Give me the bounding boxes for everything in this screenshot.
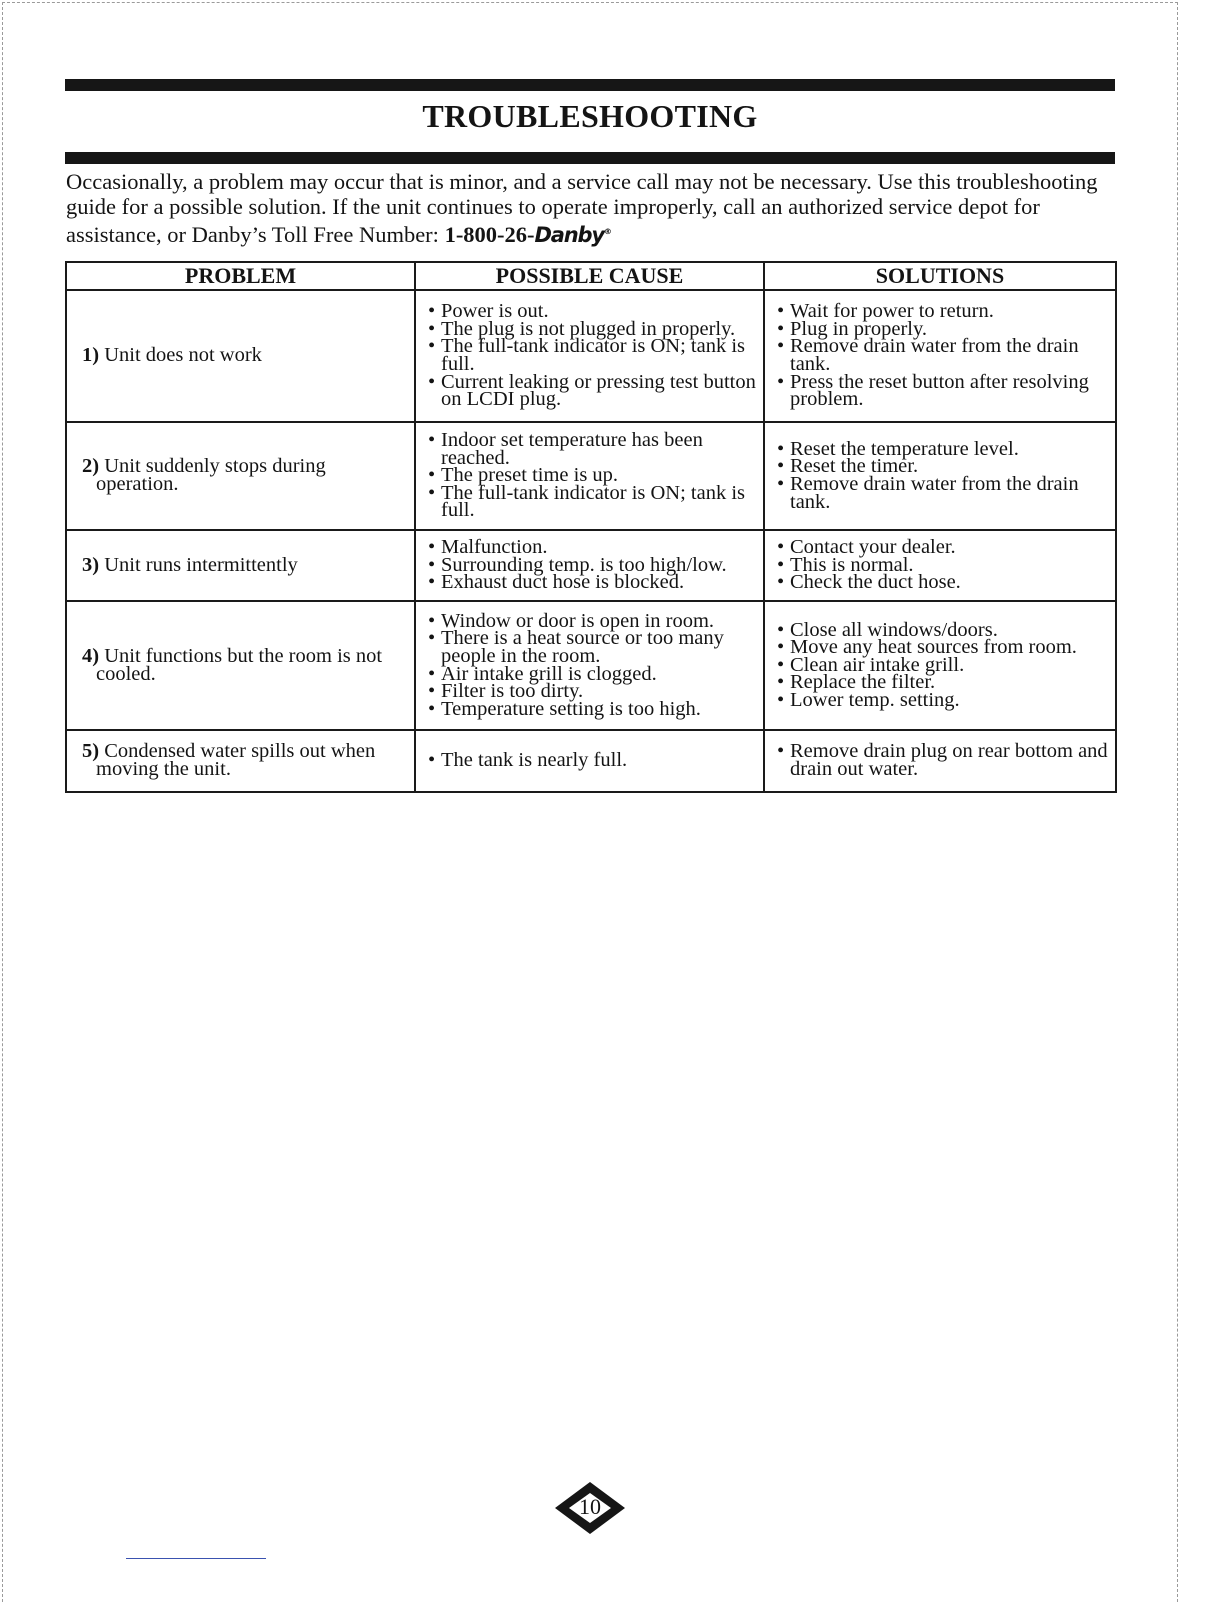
- cause-item: • Air intake grill is clogged.: [423, 666, 757, 684]
- solution-item: • Wait for power to return.: [772, 303, 1109, 321]
- solution-item: • Move any heat sources from room.: [772, 639, 1109, 657]
- problem-cell: [66, 601, 415, 730]
- problem-label: Unit suddenly stops during operation.: [96, 455, 326, 495]
- problem-text: [74, 644, 408, 685]
- intro-paragraph: [66, 169, 1116, 248]
- solution-item: • Remove drain water from the drain tank.: [772, 476, 1109, 511]
- problem-label: Unit does not work: [104, 344, 262, 367]
- header-solutions: SOLUTIONS: [764, 262, 1116, 290]
- problem-text: [74, 455, 408, 495]
- cause-cell: [415, 530, 764, 601]
- problem-cell: [66, 422, 415, 530]
- solution-item: • This is normal.: [772, 557, 1109, 575]
- cause-item: • Indoor set temperature has been reached.: [423, 432, 757, 467]
- header-possible-cause: POSSIBLE CAUSE: [415, 262, 764, 290]
- solution-cell: [764, 422, 1116, 530]
- cause-list: [423, 536, 757, 594]
- solution-cell: [764, 730, 1116, 792]
- solution-list: [772, 300, 1109, 411]
- solution-item: • Remove drain water from the drain tank.: [772, 338, 1109, 373]
- solution-item: • Clean air intake grill.: [772, 657, 1109, 675]
- problem-label: Unit functions but the room is not cooled.: [96, 644, 383, 685]
- problem-text: [74, 344, 408, 367]
- table-header-row: [66, 262, 1116, 290]
- solution-cell: [764, 530, 1116, 601]
- solution-list: [772, 618, 1109, 711]
- footer-line: [126, 1558, 266, 1559]
- solution-item: • Contact your dealer.: [772, 539, 1109, 557]
- problem-number: 1): [82, 344, 100, 367]
- cause-cell: [415, 730, 764, 792]
- page-number: 10: [579, 1494, 601, 1519]
- cause-list: [423, 749, 757, 772]
- solution-item: • Press the reset button after resolving problem.: [772, 374, 1109, 409]
- solution-item: • Plug in properly.: [772, 321, 1109, 339]
- header-problem: PROBLEM: [66, 262, 415, 290]
- cause-item: • There is a heat source or too many people in the room.: [423, 630, 757, 665]
- problem-label: Condensed water spills out when moving the unit.: [96, 740, 376, 780]
- cause-list: [423, 429, 757, 522]
- cause-item: • Power is out.: [423, 303, 757, 321]
- cause-item: • Window or door is open in room.: [423, 613, 757, 631]
- table-row: [66, 422, 1116, 530]
- problem-label: Unit runs intermittently: [104, 553, 298, 576]
- solution-item: • Lower temp. setting.: [772, 692, 1109, 710]
- page-number-badge: [553, 1480, 627, 1536]
- table-row: [66, 530, 1116, 601]
- problem-number: 4): [82, 644, 100, 667]
- solution-list: [772, 740, 1109, 780]
- solution-item: • Replace the filter.: [772, 674, 1109, 692]
- solution-list: [772, 437, 1109, 513]
- table-row: [66, 290, 1116, 422]
- cause-cell: [415, 601, 764, 730]
- danby-logo: Danby®: [534, 223, 611, 247]
- solution-cell: [764, 601, 1116, 730]
- cause-item: • Filter is too dirty.: [423, 683, 757, 701]
- problem-text: [74, 740, 408, 780]
- cause-item: • Exhaust duct hose is blocked.: [423, 574, 757, 592]
- cause-item: • Temperature setting is too high.: [423, 701, 757, 719]
- cause-item: • Surrounding temp. is too high/low.: [423, 557, 757, 575]
- problem-number: 2): [82, 455, 100, 478]
- cause-cell: [415, 422, 764, 530]
- solution-item: • Remove drain plug on rear bottom and drain out water.: [772, 743, 1109, 778]
- toll-free-number: 1-800-26-: [444, 222, 535, 247]
- problem-number: 5): [82, 740, 100, 763]
- solution-item: • Check the duct hose.: [772, 574, 1109, 592]
- cause-item: • The plug is not plugged in properly.: [423, 321, 757, 339]
- table-row: [66, 601, 1116, 730]
- solution-cell: [764, 290, 1116, 422]
- problem-cell: [66, 530, 415, 601]
- solution-list: [772, 536, 1109, 594]
- problem-cell: [66, 290, 415, 422]
- table-row: [66, 730, 1116, 792]
- problem-number: 3): [82, 553, 100, 576]
- page-title: TROUBLESHOOTING: [422, 98, 758, 134]
- problem-cell: [66, 730, 415, 792]
- solution-item: • Reset the temperature level.: [772, 441, 1109, 459]
- cause-item: • The full-tank indicator is ON; tank is full.: [423, 338, 757, 373]
- problem-text: [74, 553, 408, 576]
- cause-item: • Current leaking or pressing test button on LCDI plug.: [423, 374, 757, 409]
- intro-text: Occasionally, a problem may occur that is minor, and a service call may not be necessary. Use this troubleshooting guide for a possible solution. If the unit continues to operate improperly, call an authorized service depot for assistance, or Danby’s Toll Free Number:: [66, 169, 1098, 247]
- title-rule-top: [65, 79, 1115, 91]
- cause-item: • The tank is nearly full.: [423, 752, 757, 770]
- troubleshooting-table: [65, 261, 1117, 793]
- cause-item: • The preset time is up.: [423, 467, 757, 485]
- cause-cell: [415, 290, 764, 422]
- cause-list: [423, 300, 757, 411]
- solution-item: • Close all windows/doors.: [772, 622, 1109, 640]
- title-rule-bottom: [65, 152, 1115, 164]
- cause-item: • The full-tank indicator is ON; tank is full.: [423, 485, 757, 520]
- cause-item: • Malfunction.: [423, 539, 757, 557]
- solution-item: • Reset the timer.: [772, 458, 1109, 476]
- cause-list: [423, 609, 757, 720]
